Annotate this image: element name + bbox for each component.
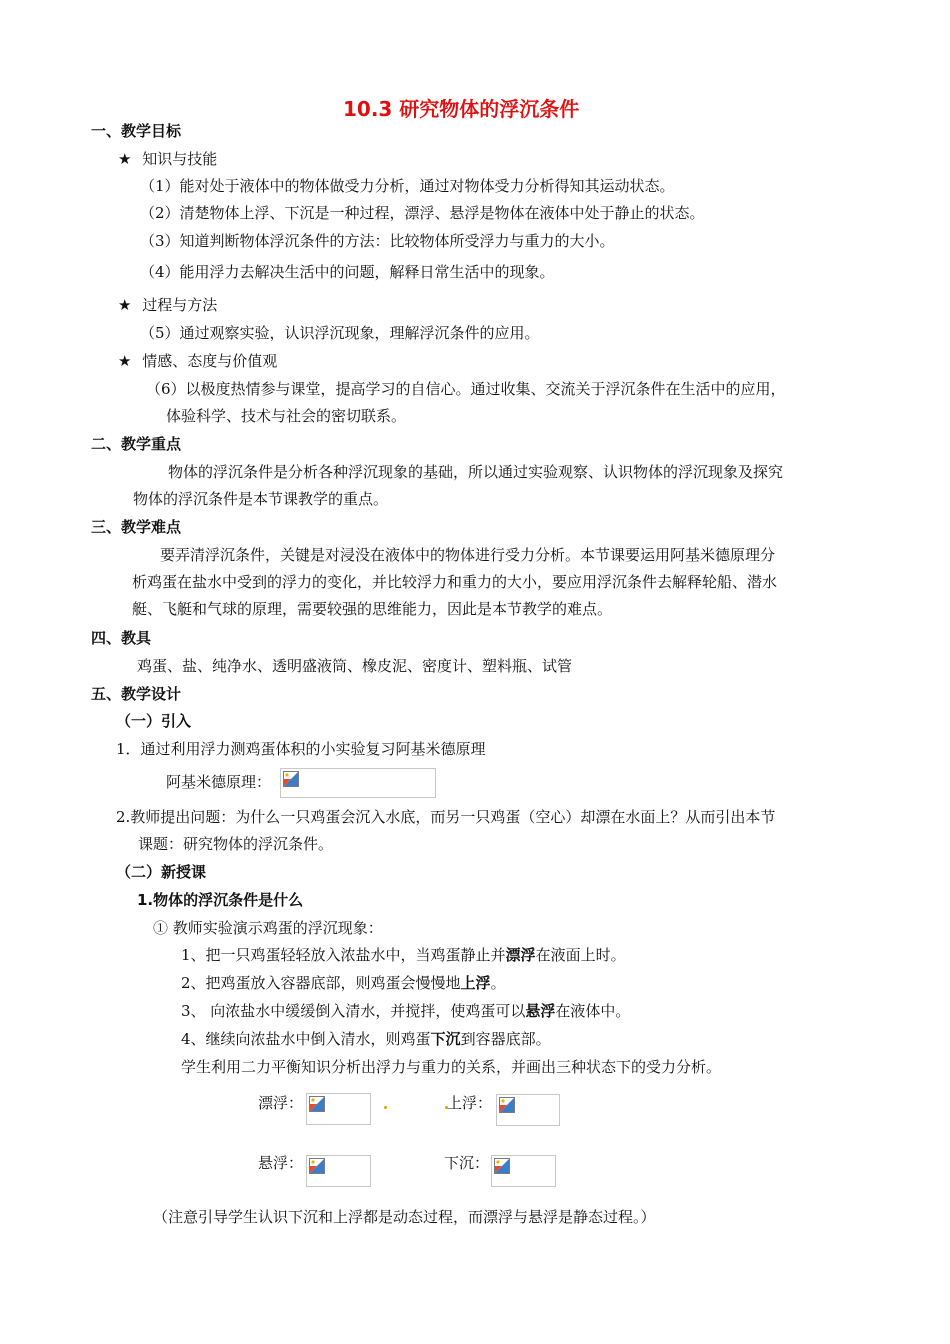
objective-item-6b: 体验科学、技术与社会的密切联系。 xyxy=(166,407,407,425)
rise-label: 上浮： xyxy=(447,1094,493,1112)
archimedes-label: 阿基米德原理： xyxy=(166,773,272,791)
demo-step-1 xyxy=(181,945,626,965)
intro-point-2b: 课题：研究物体的浮沉条件。 xyxy=(138,835,334,853)
subsection-emotion xyxy=(118,351,277,371)
section-heading-key-points: 二、教学重点 xyxy=(91,435,182,453)
page-title: 10.3 研究物体的浮沉条件 xyxy=(343,97,580,121)
demo-step-1-text-c: 在液面上时。 xyxy=(535,946,626,964)
demo-step-2 xyxy=(181,973,506,993)
section-heading-equipment: 四、教具 xyxy=(91,629,152,647)
demo-step-2-text-a: 2、把鸡蛋放入容器底部，则鸡蛋会慢慢地 xyxy=(181,974,461,992)
rise-diagram-image xyxy=(496,1094,560,1126)
objective-item-6a: （6）以极度热情参与课堂，提高学习的自信心。通过收集、交流关于浮沉条件在生活中的应用， xyxy=(146,380,786,398)
key-points-line-2: 物体的浮沉条件是本节课教学的重点。 xyxy=(133,490,389,508)
equipment-list: 鸡蛋、盐、纯净水、透明盛液筒、橡皮泥、密度计、塑料瓶、试管 xyxy=(137,657,573,675)
demo-step-4-text-a: 4、继续向浓盐水中倒入清水，则鸡蛋 xyxy=(181,1030,431,1048)
objective-item-4: （4）能用浮力去解决生活中的问题，解释日常生活中的现象。 xyxy=(140,263,555,281)
subsection-emotion-label: 情感、态度与价值观 xyxy=(142,352,278,370)
demo-step-3-text-a: 3、 向浓盐水中缓缓倒入清水，并搅拌，使鸡蛋可以 xyxy=(181,1002,526,1020)
objective-item-5: （5）通过观察实验，认识浮沉现象，理解浮沉条件的应用。 xyxy=(140,324,540,342)
teaching-note: （注意引导学生认识下沉和上浮都是动态过程，而漂浮与悬浮是静态过程。） xyxy=(153,1208,656,1226)
demo-step-2-text-c: 。 xyxy=(490,974,506,992)
subsection-process xyxy=(118,295,217,315)
difficulties-line-3: 艇、飞艇和气球的原理，需要较强的思维能力，因此是本节教学的难点。 xyxy=(132,600,613,618)
new-lesson-topic-1: 1.物体的浮沉条件是什么 xyxy=(137,891,304,909)
subsection-introduction: （一）引入 xyxy=(116,712,192,730)
demo-step-2-keyword: 上浮 xyxy=(460,974,491,992)
subsection-knowledge-label: 知识与技能 xyxy=(142,150,218,168)
intro-point-2a: 2.教师提出问题：为什么一只鸡蛋会沉入水底，而另一只鸡蛋（空心）却漂在水面上？从而引出本节 xyxy=(116,808,776,826)
decorative-dot xyxy=(384,1106,387,1109)
demo-step-3-text-c: 在液体中。 xyxy=(555,1002,631,1020)
float-diagram-image xyxy=(306,1093,371,1125)
teacher-demo: ① 教师实验演示鸡蛋的浮沉现象： xyxy=(153,919,383,937)
broken-image-icon xyxy=(283,771,299,787)
star-icon: ★ xyxy=(118,150,132,168)
objective-item-1: （1）能对处于液体中的物体做受力分析，通过对物体受力分析得知其运动状态。 xyxy=(140,177,675,195)
demo-step-4-text-c: 到容器底部。 xyxy=(460,1030,551,1048)
subsection-process-label: 过程与方法 xyxy=(142,296,218,314)
section-heading-difficulties: 三、教学难点 xyxy=(91,518,182,536)
demo-step-3-keyword: 悬浮 xyxy=(525,1002,556,1020)
subsection-new-lesson: （二）新授课 xyxy=(116,863,207,881)
broken-image-icon xyxy=(309,1158,325,1174)
suspend-diagram-image xyxy=(306,1155,371,1187)
broken-image-icon xyxy=(494,1158,510,1174)
demo-step-1-text-a: 1、把一只鸡蛋轻轻放入浓盐水中，当鸡蛋静止并 xyxy=(181,946,506,964)
demo-step-1-keyword: 漂浮 xyxy=(505,946,536,964)
suspend-label: 悬浮： xyxy=(258,1154,304,1172)
float-label: 漂浮： xyxy=(258,1094,304,1112)
sink-diagram-image xyxy=(491,1155,556,1187)
star-icon: ★ xyxy=(118,296,132,314)
difficulties-line-1: 要弄清浮沉条件，关键是对浸没在液体中的物体进行受力分析。本节课要运用阿基米德原理分 xyxy=(160,546,776,564)
broken-image-icon xyxy=(499,1097,515,1113)
intro-point-1: 1．通过利用浮力测鸡蛋体积的小实验复习阿基米德原理 xyxy=(116,740,486,758)
key-points-line-1: 物体的浮沉条件是分析各种浮沉现象的基础，所以通过实验观察、认识物体的浮沉现象及探究 xyxy=(168,463,784,481)
broken-image-icon xyxy=(309,1096,325,1112)
sink-label: 下沉： xyxy=(444,1154,490,1172)
demo-step-3 xyxy=(181,1001,630,1021)
section-heading-objectives: 一、教学目标 xyxy=(91,122,182,140)
section-heading-design: 五、教学设计 xyxy=(91,685,182,703)
demo-step-4 xyxy=(181,1029,551,1049)
demo-step-4-keyword: 下沉 xyxy=(430,1030,461,1048)
objective-item-3: （3）知道判断物体浮沉条件的方法：比较物体所受浮力与重力的大小。 xyxy=(140,232,615,250)
student-task: 学生利用二力平衡知识分析出浮力与重力的关系，并画出三种状态下的受力分析。 xyxy=(181,1058,722,1076)
objective-item-2: （2）清楚物体上浮、下沉是一种过程，漂浮、悬浮是物体在液体中处于静止的状态。 xyxy=(140,204,705,222)
star-icon: ★ xyxy=(118,352,132,370)
subsection-knowledge xyxy=(118,149,217,169)
archimedes-formula-image xyxy=(280,768,436,798)
difficulties-line-2: 析鸡蛋在盐水中受到的浮力的变化，并比较浮力和重力的大小，要应用浮沉条件去解释轮船、潜水 xyxy=(132,573,778,591)
